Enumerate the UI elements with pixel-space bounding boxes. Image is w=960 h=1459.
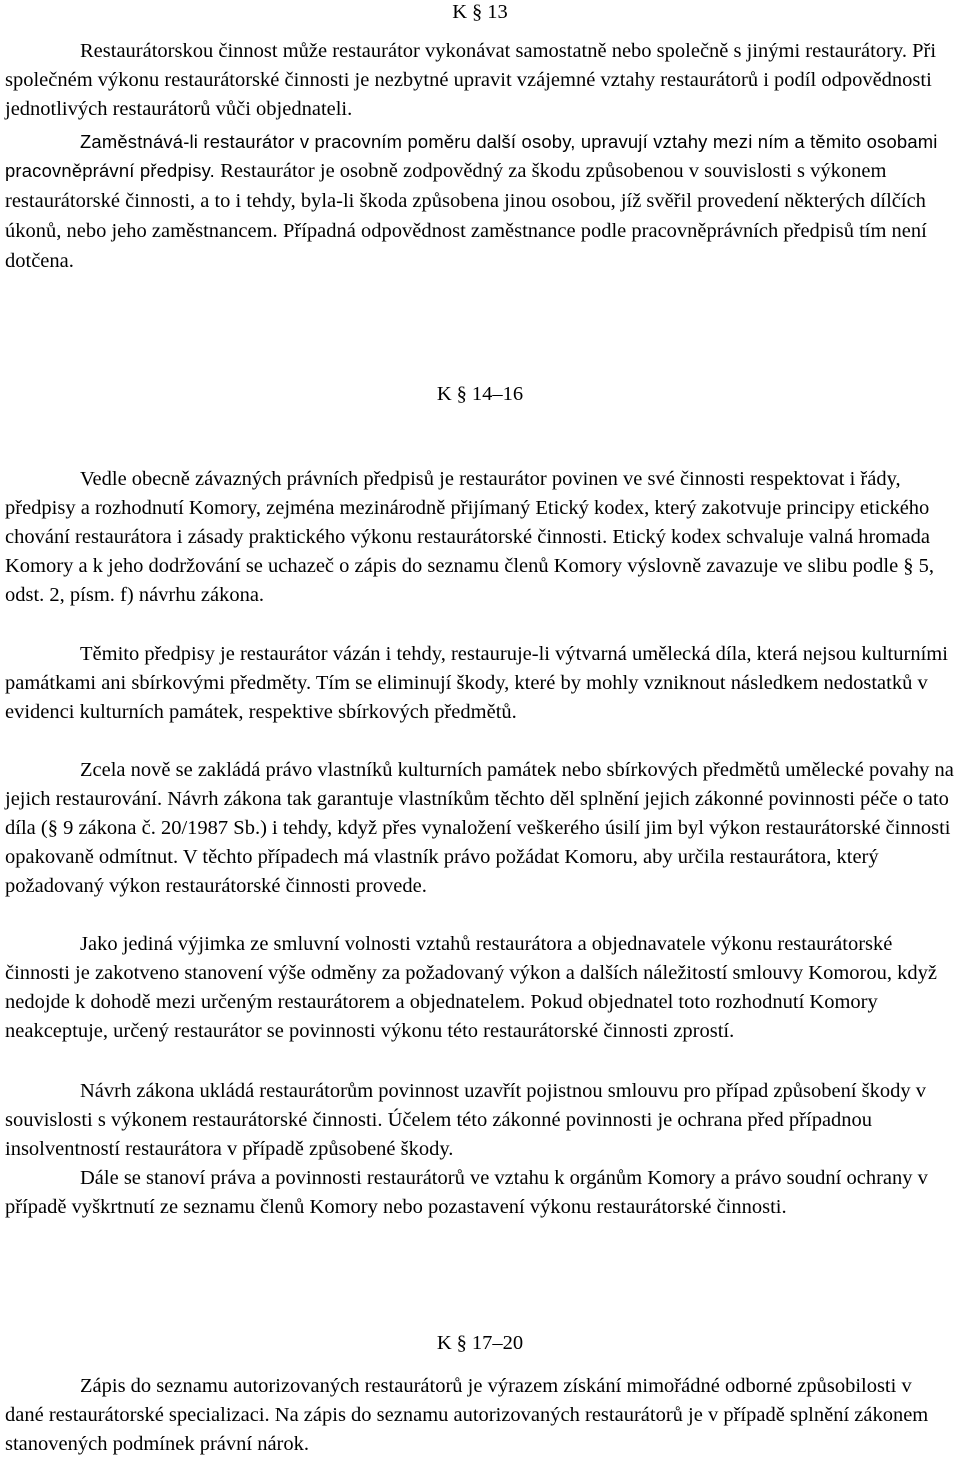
section-14-16-paragraph-3 — [5, 756, 955, 901]
heading-number: 14–16 — [471, 383, 524, 405]
section-14-16-paragraph-5: Návrh zákona ukládá restaurátorům povinnost uzavřít pojistnou smlouvu pro případ způsobení škody v souvislosti s výkonem restaurátorské činnosti. Účelem této zákonné povinnosti je ochrana před případnou insolventností restaurátora v případě způsobené škody. — [5, 1080, 927, 1160]
section-17-20-heading — [5, 1329, 955, 1357]
section-sign-icon: § — [903, 555, 914, 577]
section-14-16-paragraph-2: Těmito předpisy je restaurátor vázán i tehdy, restauruje-li výtvarná umělecká díla, která nejsou kulturními památkami ani sbírkovými předměty. Tím se eliminují škody, které by mohly vzniknout následkem nedostatků v evidenci kulturních památek, respektive sbírkových předmětů. — [5, 643, 948, 723]
section-14-16-paragraph-1-text-end: 5, odst. 2, písm. f) návrhu zákona. — [5, 555, 935, 606]
section-sign-icon: § — [456, 1332, 467, 1354]
heading-k: K — [452, 1, 468, 23]
section-14-16-heading — [5, 380, 955, 408]
heading-k: K — [436, 1332, 452, 1354]
section-14-16-paragraph-1-text: Vedle obecně závazných právních předpisů je restaurátor povinen ve své činnosti respektovat i řády, předpisy a rozhodnutí Komory, zejména mezinárodně přijímaný Etický kodex, který zakotvuje principy etického chování restaurátora i zásady praktického výkonu restaurátorské činnosti. Etický kodex schvaluje valná hromada Komory a k jeho dodržování se uchazeč o zápis do seznamu členů Komory výslovně zavazuje ve slibu podle — [5, 468, 931, 577]
heading-k: K — [436, 383, 452, 405]
section-sign-icon: § — [47, 817, 58, 839]
heading-number: 17–20 — [471, 1332, 524, 1354]
section-14-16-paragraph-3-text: Zcela nově se zakládá právo vlastníků kulturních památek nebo sbírkových předmětů umělecké povahy na jejich restaurování. Návrh zákona tak garantuje vlastníkům těchto děl splnění jejich zákonné povinnosti péče o tato díla ( — [5, 759, 954, 839]
section-13-paragraph-1: Restaurátorskou činnost může restaurátor vykonávat samostatně nebo společně s jinými restaurátory. Při společném výkonu restaurátorské činnosti je nezbytné upravit vzájemné vztahy restaurátorů i podíl odpovědnosti jednotlivých restaurátorů vůči objednateli. — [5, 40, 937, 120]
section-sign-icon: § — [472, 1, 483, 23]
section-13-paragraph-2 — [5, 127, 950, 276]
section-14-16-paragraph-4: Jako jediná výjimka ze smluvní volnosti vztahů restaurátora a objednavatele výkonu restaurátorské činnosti je zakotveno stanovení výše odměny za požadovaný výkon a dalších náležitostí smlouvy Komorou, když nedojde k dohodě mezi určeným restaurátorem a objednatelem. Pokud objednatel toto rozhodnutí Komory neakceptuje, určený restaurátor se povinnosti výkonu této restaurátorské činnosti zprostí. — [5, 933, 937, 1042]
section-13-paragraph-2-sentence-2: Restaurátor je osobně zodpovědný za škodu způsobenou v souvislosti s výkonem restaurátorské činnosti, a to i tehdy, byla-li škoda způsobena jinou osobou, jíž svěřil provedení některých dílčích úkonů, nebo jeho zaměstnancem. — [5, 160, 926, 242]
section-17-20-paragraph-1: Zápis do seznamu autorizovaných restaurátorů je výrazem získání mimořádné odborné způsobilosti v dané restaurátorské specializaci. Na zápis do seznamu autorizovaných restaurátorů je v případě splnění zákonem stanovených podmínek právní nárok. — [5, 1375, 929, 1455]
section-sign-icon: § — [456, 383, 467, 405]
section-14-16-paragraph-3-text-end: 9 zákona č. 20/1987 Sb.) i tehdy, když přes vynaložení veškerého úsilí jim byl výkon restaurátorské činnosti opakovaně odmítnut. V těchto případech má vlastník právo požádat Komoru, aby určila restaurátora, který požadovaný výkon restaurátorské činnosti provede. — [5, 817, 951, 897]
heading-number: 13 — [487, 1, 508, 23]
section-14-16-paragraph-6: Dále se stanoví práva a povinnosti restaurátorů ve vztahu k orgánům Komory a právo soudní ochrany v případě vyškrtnutí ze seznamu členů Komory nebo pozastavení výkonu restaurátorské činnosti. — [5, 1167, 928, 1218]
section-13-heading — [5, 0, 955, 26]
section-13-paragraph-2-sentence-1: Zaměstnává-li restaurátor v pracovním poměru další osoby, upravují vztahy mezi ním a těmito osobami pracovněprávní předpisy. — [5, 131, 938, 181]
section-13-paragraph-2-sentence-3: Případná odpovědnost zaměstnance podle pracovněprávních předpisů tím není dotčena. — [5, 220, 927, 272]
section-14-16-paragraph-1 — [5, 465, 955, 610]
